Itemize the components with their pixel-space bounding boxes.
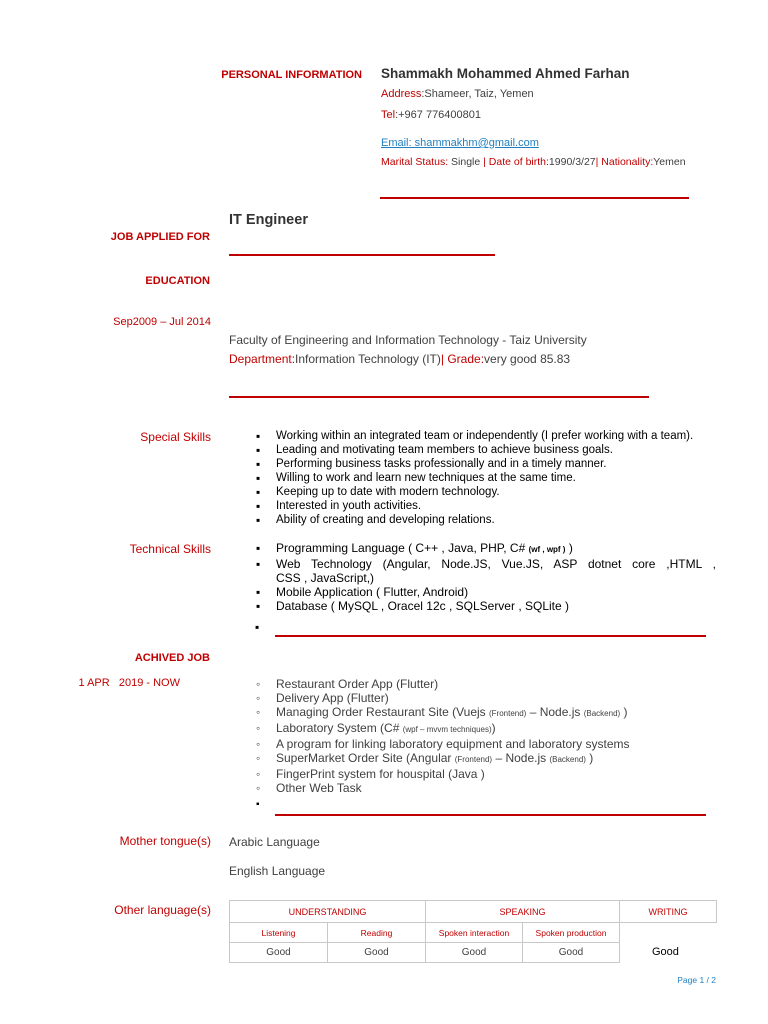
tel-line [381,109,481,121]
address-label: Address [381,88,422,100]
nationality-value: Yemen [653,156,686,168]
value-spoken-interaction: Good [426,943,523,963]
divider-personal [380,197,689,199]
item-small: (Frontend) [489,709,527,718]
page-number: Page 1 / 2 [677,975,716,985]
table-row [230,923,717,943]
section-education: EDUCATION [145,275,210,287]
marital-value: Single [448,156,484,168]
list-item [256,541,716,557]
item-text: – Node.js [526,705,584,719]
list-item: ◦ Restaurant Order App (Flutter) [256,677,726,691]
list-item: ▪ Database ( MySQL , Oracel 12c , SQLServer , SQLite ) [256,599,716,613]
item-text: ) [585,751,594,765]
dob-value: 1990/3/27 [548,156,596,168]
marital-dob-nationality-line [381,156,686,168]
list-item [256,705,726,721]
header-speaking: SPEAKING [426,901,620,923]
technical-skills-label: Technical Skills [129,542,211,556]
list-item: ▪ Leading and motivating team members to achieve business goals. [256,443,716,457]
mother-tongue-label: Mother tongue(s) [119,834,211,848]
bullet-icon: ▪ [256,799,260,810]
section-achieved-job: ACHIVED JOB [134,652,210,664]
table-row [230,901,717,923]
value-listening: Good [230,943,328,963]
list-item: ▪ Ability of creating and developing relations. [256,513,716,527]
candidate-name: Shammakh Mohammed Ahmed Farhan [381,66,630,81]
list-item [256,751,726,767]
section-job-applied-for: JOB APPLIED FOR [110,231,210,243]
english-language: English Language [229,864,326,878]
list-item: ▪ Working within an integrated team or independently (I prefer working with a team). [256,429,716,443]
bullet-icon: ▪ [255,620,260,634]
special-skills-list [256,429,716,527]
list-item [256,721,726,737]
item-text: Laboratory System (C# [276,721,403,735]
technical-skills-list [256,541,716,613]
education-institution: Faculty of Engineering and Information Technology - Taiz University [229,333,587,347]
item-text: SuperMarket Order Site (Angular [276,751,455,765]
grade-value: very good 85.83 [484,352,571,366]
divider-job [229,254,495,256]
divider-technical [275,635,706,637]
tel-label: Tel [381,109,396,121]
value-reading: Good [328,943,426,963]
value-spoken-production: Good [523,943,620,963]
item-text: ) [491,721,496,735]
divider-achieved [275,814,706,816]
education-department-grade [229,352,570,366]
grade-label: Grade: [447,352,485,366]
divider-education [229,396,649,398]
department-value: Information Technology (IT) [295,352,441,366]
list-item: ◦ FingerPrint system for houspital (Java ) [256,767,726,781]
writing-value: Good [652,946,679,958]
subheader-spoken-interaction: Spoken interaction [426,923,523,943]
list-item: ◦ Other Web Task [256,781,726,795]
item-small: (Backend) [583,709,621,718]
list-item [256,557,716,585]
list-item: ▪ Keeping up to date with modern technology. [256,485,716,499]
other-languages-label: Other language(s) [114,903,211,917]
achieved-dates: 1 APR 2019 - NOW [78,677,180,689]
item-text: Managing Order Restaurant Site (Vuejs [276,705,489,719]
email-link[interactable]: Email: shammakhm@gmail.com [381,137,539,149]
item-small: (wpf – mvvm techniques) [402,725,492,734]
nationality-label: Nationality: [601,156,654,168]
web-technology-line2: CSS , JavaScript,) [276,571,375,585]
item-small: (Backend) [549,755,586,764]
section-personal-information: PERSONAL INFORMATION [221,69,362,81]
programming-end: ) [565,541,573,555]
separator: | [595,156,602,168]
list-item: ▪ Performing business tasks professionally and in a timely manner. [256,457,716,471]
programming-text: Programming Language ( C++ , Java, PHP, C# [276,541,529,555]
subheader-listening: Listening [230,923,328,943]
list-item: ▪ Interested in youth activities. [256,499,716,513]
achieved-job-list [256,677,726,795]
subheader-spoken-production: Spoken production [523,923,620,943]
mother-tongue-value: Arabic Language [229,835,320,849]
separator: | [483,156,489,168]
marital-label: Marital Status: [381,156,449,168]
list-item: ▪ Mobile Application ( Flutter, Android) [256,585,716,599]
dob-label: Date of birth: [488,156,549,168]
list-item: ◦ Delivery App (Flutter) [256,691,726,705]
language-skills-table [229,900,717,963]
special-skills-label: Special Skills [140,430,211,444]
job-title: IT Engineer [229,212,308,228]
subheader-reading: Reading [328,923,426,943]
web-technology-line1: ▪ Web Technology (Angular, Node.JS, Vue.JS, ASP dotnet core ,HTML , [276,557,716,571]
education-dates: Sep2009 – Jul 2014 [113,316,211,328]
header-understanding: UNDERSTANDING [230,901,426,923]
list-item: ▪ Willing to work and learn new techniques at the same time. [256,471,716,485]
department-label: Department: [229,352,296,366]
item-text: ) [620,705,628,719]
header-writing: WRITING [620,901,717,923]
item-small: (Frontend) [454,755,493,764]
programming-small: (wf , wpf ) [528,545,566,554]
item-text: – Node.js [492,751,550,765]
address-line [381,88,534,100]
separator: | [440,352,448,366]
address-value: :Shameer, Taiz, Yemen [421,88,534,100]
list-item: ◦ A program for linking laboratory equipment and laboratory systems [256,737,726,751]
tel-value: :+967 776400801 [395,109,482,121]
